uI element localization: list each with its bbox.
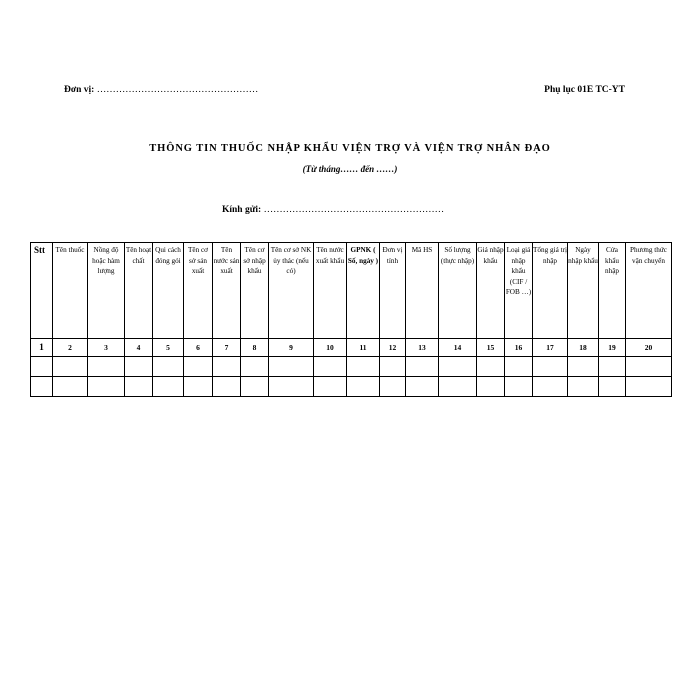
unit-line [64, 85, 258, 95]
table-cell[interactable] [53, 357, 88, 377]
column-number: 3 [88, 339, 125, 357]
table-cell[interactable] [213, 377, 241, 397]
table-cell[interactable] [568, 357, 599, 377]
table-cell[interactable] [626, 377, 672, 397]
table-cell[interactable] [533, 357, 568, 377]
table-cell[interactable] [505, 357, 533, 377]
column-header: Nồng độ hoặc hàm lượng [88, 243, 125, 339]
column-header: Đơn vị tính [380, 243, 406, 339]
table-cell[interactable] [213, 357, 241, 377]
column-number: 11 [347, 339, 380, 357]
table-cell[interactable] [269, 377, 314, 397]
table-cell[interactable] [626, 357, 672, 377]
table-cell[interactable] [125, 357, 153, 377]
table-cell[interactable] [505, 377, 533, 397]
table-cell[interactable] [314, 377, 347, 397]
table-cell[interactable] [269, 357, 314, 377]
column-header: Qui cách đóng gói [153, 243, 184, 339]
column-header: Tổng giá trị nhập [533, 243, 568, 339]
column-number: 15 [477, 339, 505, 357]
column-number-row [31, 339, 672, 357]
document-subtitle: (Từ tháng…… đến ……) [302, 164, 398, 174]
column-number: 10 [314, 339, 347, 357]
column-header: Tên cơ sở nhập khẩu [241, 243, 269, 339]
recipient-line [222, 205, 444, 215]
table-cell[interactable] [88, 377, 125, 397]
column-header: Tên hoạt chất [125, 243, 153, 339]
table-cell[interactable] [125, 377, 153, 397]
table-cell[interactable] [406, 357, 439, 377]
table-cell[interactable] [568, 377, 599, 397]
table-cell[interactable] [31, 377, 53, 397]
table-cell[interactable] [241, 357, 269, 377]
column-number: 6 [184, 339, 213, 357]
column-header: Tên nước xuất khẩu [314, 243, 347, 339]
table-cell[interactable] [153, 357, 184, 377]
column-header: Cửa khẩu nhập [599, 243, 626, 339]
column-number: 4 [125, 339, 153, 357]
column-number: 7 [213, 339, 241, 357]
table-row [31, 357, 672, 377]
table-cell[interactable] [533, 377, 568, 397]
table-cell[interactable] [153, 377, 184, 397]
column-number: 14 [439, 339, 477, 357]
table-cell[interactable] [314, 357, 347, 377]
column-header: Tên nước sản xuất [213, 243, 241, 339]
table-cell[interactable] [599, 377, 626, 397]
column-number: 17 [533, 339, 568, 357]
column-header: Loại giá nhập khẩu (CIF / FOB …) [505, 243, 533, 339]
column-number: 19 [599, 339, 626, 357]
table-cell[interactable] [380, 357, 406, 377]
table-cell[interactable] [477, 377, 505, 397]
recipient-label: Kính gửi: [222, 205, 262, 215]
column-header: Tên thuốc [53, 243, 88, 339]
column-number: 13 [406, 339, 439, 357]
table-cell[interactable] [31, 357, 53, 377]
import-info-table [30, 242, 672, 397]
table-cell[interactable] [184, 377, 213, 397]
column-number: 8 [241, 339, 269, 357]
appendix-label: Phụ lục 01E TC-YT [544, 85, 625, 95]
column-number: 1 [31, 339, 53, 357]
table-cell[interactable] [88, 357, 125, 377]
table-cell[interactable] [53, 377, 88, 397]
column-header: Mã HS [406, 243, 439, 339]
table-cell[interactable] [406, 377, 439, 397]
table-header-row [31, 243, 672, 339]
table-cell[interactable] [184, 357, 213, 377]
column-number: 18 [568, 339, 599, 357]
unit-label: Đơn vị: [64, 85, 95, 95]
table-row [31, 377, 672, 397]
table-cell[interactable] [241, 377, 269, 397]
column-header: Giá nhập khẩu [477, 243, 505, 339]
column-header: Số lượng (thực nhập) [439, 243, 477, 339]
unit-dots: …………………………………………… [96, 85, 259, 95]
column-number: 2 [53, 339, 88, 357]
table-cell[interactable] [439, 357, 477, 377]
table-cell[interactable] [347, 357, 380, 377]
column-number: 12 [380, 339, 406, 357]
column-header: GPNK ( Số, ngày ) [347, 243, 380, 339]
table-cell[interactable] [439, 377, 477, 397]
column-header: Phương thức vận chuyển [626, 243, 672, 339]
table-cell[interactable] [599, 357, 626, 377]
column-header: Ngày nhập khẩu [568, 243, 599, 339]
column-header: Stt [31, 243, 53, 339]
table-cell[interactable] [347, 377, 380, 397]
table-cell[interactable] [380, 377, 406, 397]
column-number: 20 [626, 339, 672, 357]
table-cell[interactable] [477, 357, 505, 377]
column-number: 16 [505, 339, 533, 357]
column-header: Tên cơ sở NK ủy thác (nếu có) [269, 243, 314, 339]
column-number: 5 [153, 339, 184, 357]
document-title: THÔNG TIN THUỐC NHẬP KHẨU VIỆN TRỢ VÀ VIỆN TRỢ NHÂN ĐẠO [149, 143, 551, 154]
column-number: 9 [269, 339, 314, 357]
recipient-dots: ………………………………………………… [263, 205, 445, 215]
column-header: Tên cơ sở sản xuất [184, 243, 213, 339]
